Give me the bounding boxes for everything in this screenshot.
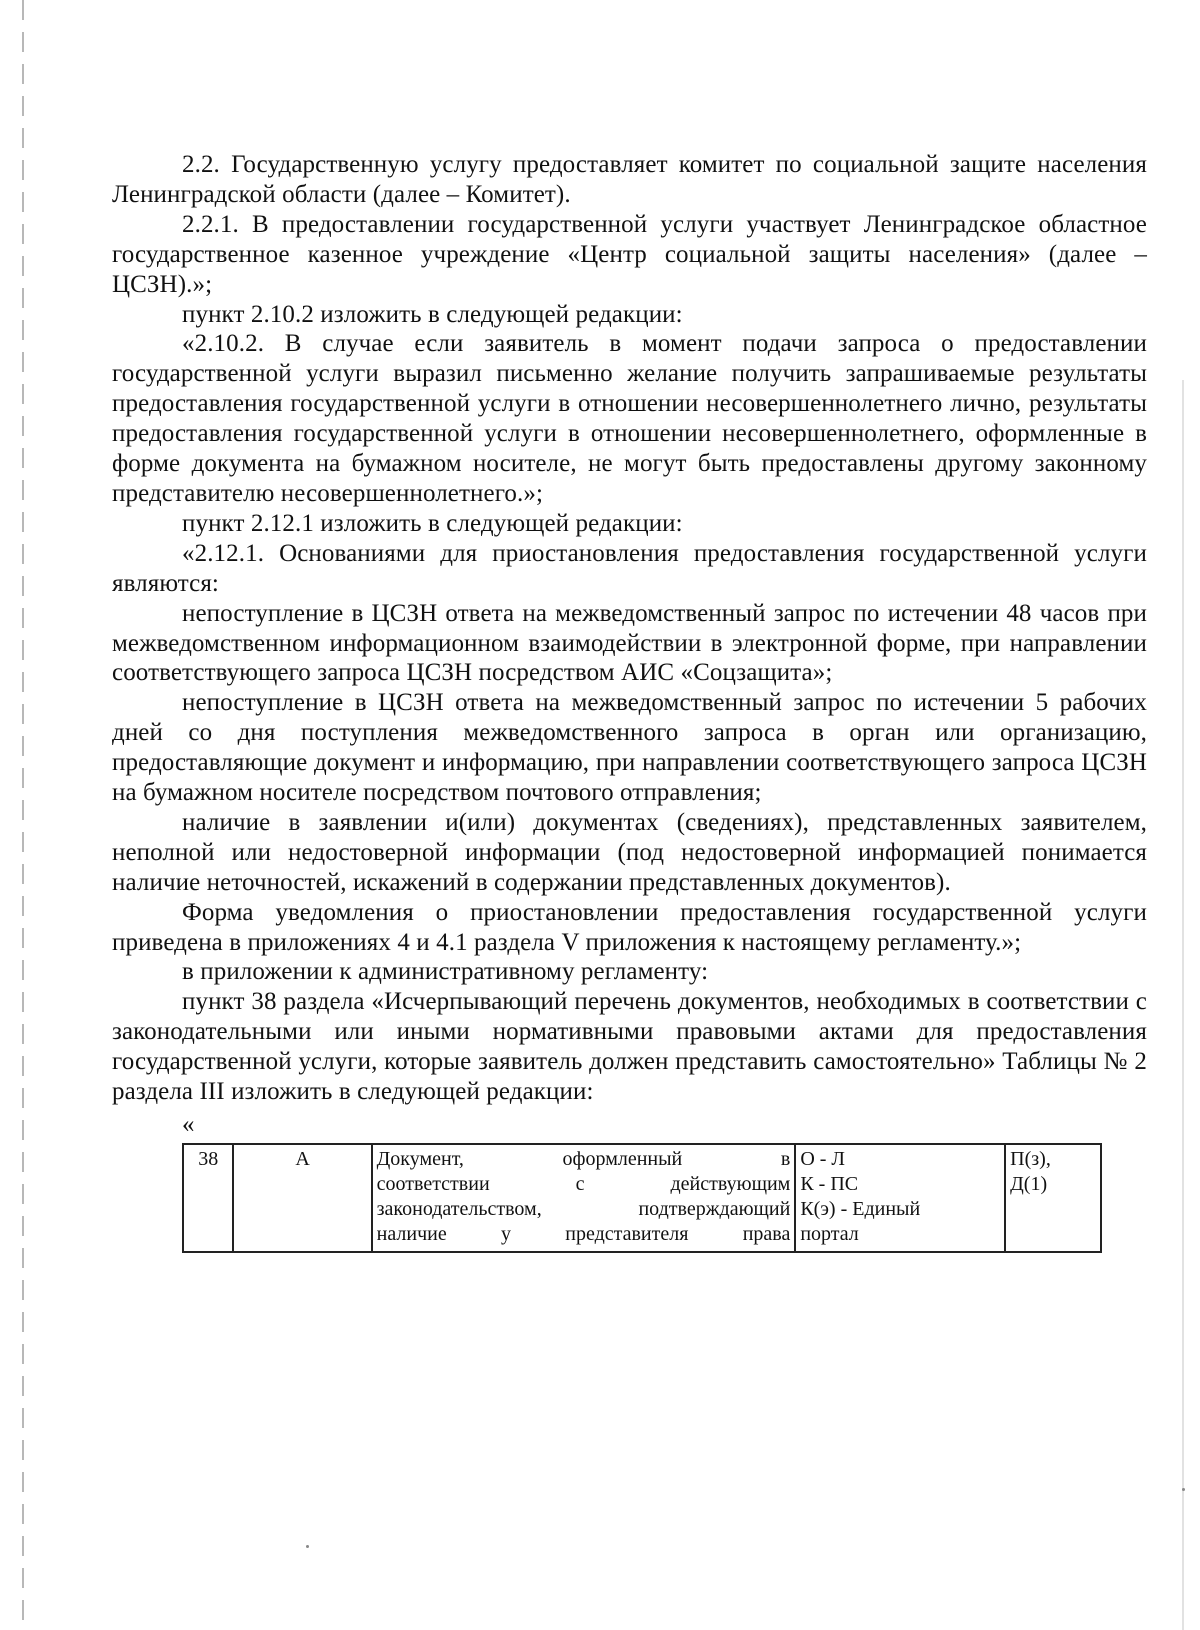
paragraph-2-10-2: «2.10.2. В случае если заявитель в момент подачи запроса о предоставлении государственной услуги выразил письменно желание получить запрашиваемые результаты предоставления государственной услуги в отношении несовершеннолетнего лично, результаты предоставления государственной услуги в отношении несовершеннолетнего, оформленные в форме документа на бумажном носителе, не могут быть предоставлены другому законному представителю несовершеннолетнего.»; bbox=[112, 330, 1147, 507]
description-line: Документ, оформленный в bbox=[376, 1148, 791, 1170]
paragraph-2-2-1: 2.2.1. В предоставлении государственной услуги участвует Ленинградское областное государственное казенное учреждение «Центр социальной защиты населения» (далее – ЦСЗН).»; bbox=[112, 210, 1147, 298]
documents-table bbox=[182, 1143, 1102, 1253]
ground-48-hours: непоступление в ЦСЗН ответа на межведомственный запрос по истечении 48 часов при межведомственном информационном взаимодействии в электронной форме, при направлении соответствующего запроса ЦСЗН посредством АИС «Соцзащита»; bbox=[112, 599, 1147, 687]
amend-2-12-1-intro: пункт 2.12.1 изложить в следующей редакции: bbox=[182, 509, 683, 537]
cell-category: А bbox=[233, 1144, 371, 1252]
notice-form-paragraph: Форма уведомления о приостановлении предоставления государственной услуги приведена в приложениях 4 и 4.1 раздела V приложения к настоящему регламенту.»; bbox=[112, 898, 1147, 956]
amend-2-10-2-intro: пункт 2.10.2 изложить в следующей редакции: bbox=[182, 300, 683, 328]
description-line: наличие у представителя права bbox=[376, 1223, 791, 1245]
submission-line: портал bbox=[800, 1223, 859, 1245]
paragraph-2-12-1: «2.12.1. Основаниями для приостановления предоставления государственной услуги являются: bbox=[112, 539, 1147, 597]
description-line: соответствии с действующим bbox=[376, 1173, 791, 1195]
cell-submission bbox=[795, 1144, 1005, 1252]
cell-description bbox=[372, 1144, 796, 1252]
submission-line: К(э) - Единый bbox=[800, 1198, 921, 1220]
cell-form bbox=[1005, 1144, 1101, 1252]
scan-edge-left bbox=[22, 0, 24, 1630]
ground-incomplete-info: наличие в заявлении и(или) документах (сведениях), представленных заявителем, неполной или недостоверной информации (под недостоверной информацией понимается наличие неточностей, искажений в содержании представленных документов). bbox=[112, 808, 1147, 896]
scan-speck bbox=[306, 1545, 309, 1548]
form-line: Д(1) bbox=[1010, 1173, 1048, 1195]
description-line: законодательством, подтверждающий bbox=[376, 1198, 791, 1220]
ground-5-days: непоступление в ЦСЗН ответа на межведомственный запрос по истечении 5 рабочих дней со дня поступления межведомственного запроса в орган или организацию, предоставляющие документ и информацию, при направлении соответствующего запроса ЦСЗН на бумажном носителе посредством почтового отправления; bbox=[112, 689, 1147, 807]
item-38-paragraph: пункт 38 раздела «Исчерпывающий перечень документов, необходимых в соответствии с законодательными или иными нормативными правовыми актами для предоставления государственной услуги, которые заявитель должен представить самостоятельно» Таблицы № 2 раздела III изложить в следующей редакции: bbox=[112, 988, 1147, 1106]
submission-line: К - ПС bbox=[800, 1173, 859, 1195]
appendix-intro: в приложении к административному регламенту: bbox=[182, 958, 709, 986]
document-body bbox=[112, 150, 1147, 1253]
table-row bbox=[183, 1144, 1101, 1252]
form-line: П(з), bbox=[1010, 1148, 1051, 1170]
scan-edge-right bbox=[1182, 380, 1184, 1630]
submission-line: О - Л bbox=[800, 1148, 845, 1170]
scan-speck bbox=[1182, 1488, 1185, 1491]
cell-number: 38 bbox=[183, 1144, 233, 1252]
paragraph-2-2: 2.2. Государственную услугу предоставляет комитет по социальной защите населения Ленинградской области (далее – Комитет). bbox=[112, 151, 1147, 208]
quote-open-mark: « bbox=[182, 1111, 195, 1138]
